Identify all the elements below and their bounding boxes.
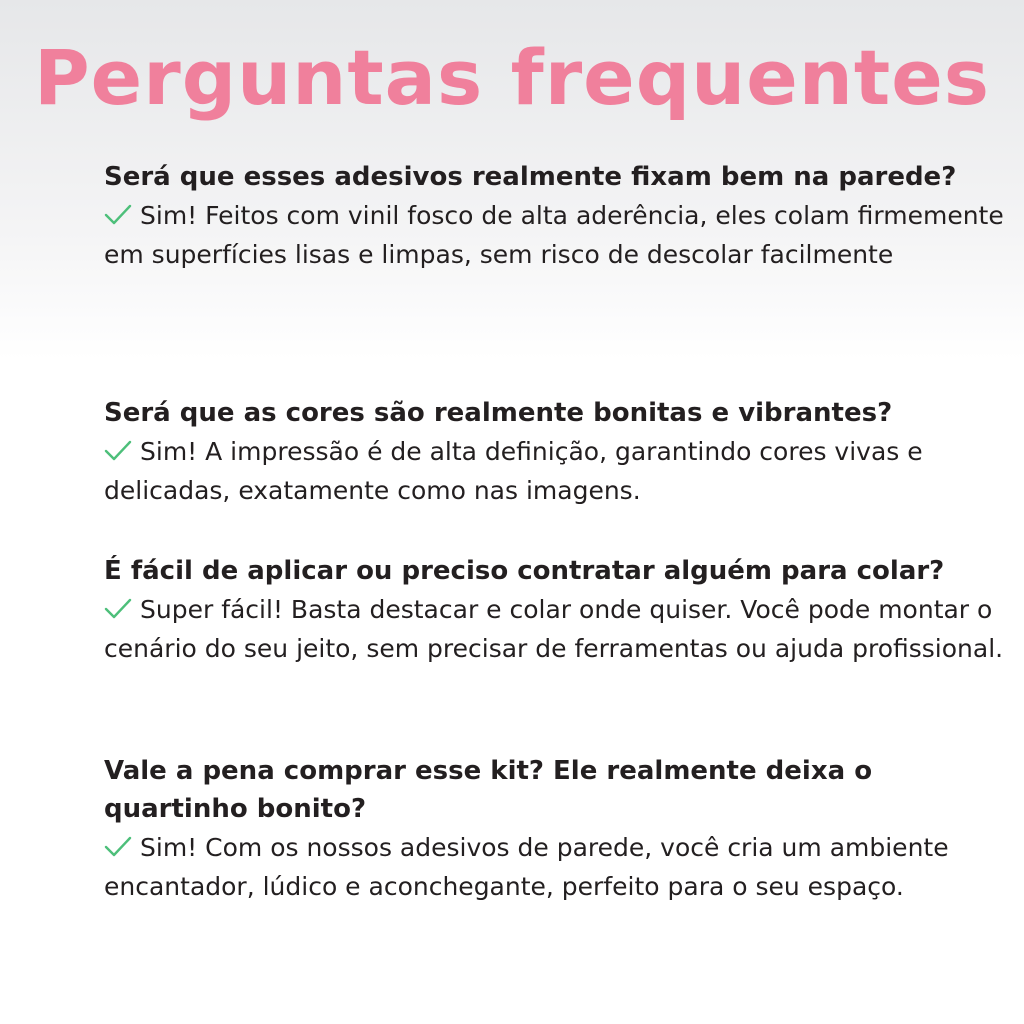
faq-answer: Sim! A impressão é de alta definição, garantindo cores vivas e delicadas, exatamente como nas imagens. <box>104 437 923 505</box>
faq-answer: Sim! Com os nossos adesivos de parede, você cria um ambiente encantador, lúdico e aconchegante, perfeito para o seu espaço. <box>104 833 949 901</box>
check-icon <box>104 835 132 859</box>
faq-item <box>104 394 1004 510</box>
faq-question: É fácil de aplicar ou preciso contratar alguém para colar? <box>104 556 945 586</box>
faq-item <box>104 752 1004 906</box>
faq-answer-block <box>104 196 1004 274</box>
page-title: Perguntas frequentes <box>33 33 990 122</box>
faq-answer-block <box>104 432 1004 510</box>
faq-question: Será que esses adesivos realmente fixam bem na parede? <box>104 162 957 192</box>
faq-answer-block <box>104 590 1004 668</box>
faq-item <box>104 158 1004 274</box>
check-icon <box>104 203 132 227</box>
faq-question: Será que as cores são realmente bonitas e vibrantes? <box>104 398 893 428</box>
check-icon <box>104 439 132 463</box>
check-icon <box>104 597 132 621</box>
faq-item <box>104 552 1004 668</box>
faq-answer-block <box>104 828 1004 906</box>
faq-answer: Super fácil! Basta destacar e colar onde quiser. Você pode montar o cenário do seu jeito, sem precisar de ferramentas ou ajuda profissional. <box>104 595 1004 663</box>
faq-question: Vale a pena comprar esse kit? Ele realmente deixa o quartinho bonito? <box>104 756 873 824</box>
faq-answer: Sim! Feitos com vinil fosco de alta aderência, eles colam firmemente em superfícies lisas e limpas, sem risco de descolar facilmente <box>104 201 1004 269</box>
